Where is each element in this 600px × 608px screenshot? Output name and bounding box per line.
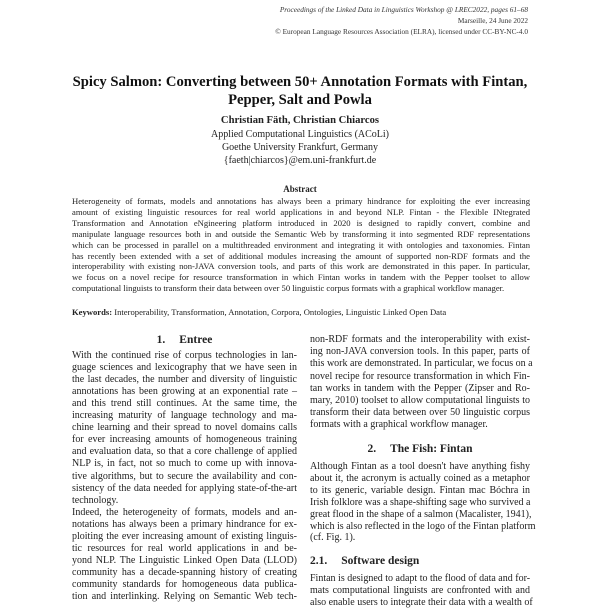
text-line: and this trend still continues. At the same time, the [72, 398, 297, 410]
section-number: 1. [156, 334, 166, 346]
author-names: Christian Fäth, Christian Chiarcos [220, 115, 380, 126]
author-affiliation: Applied Computational Linguistics (ACoLi) [210, 129, 390, 140]
text-line: this work are demonstrated. In particular, we focus on a [310, 358, 533, 370]
text-line: yond NLP. The Linguistic Linked Open Data (LLOD) [72, 554, 297, 566]
text-line: about it, the acronym is actually coined as a metaphor [310, 472, 530, 484]
text-line: formats with a graphical workflow manager. [310, 419, 488, 431]
text-line: great flood in the shape of a salmon (Macalister, 1941), [310, 508, 532, 520]
text-line: sistency of the data needed for applying state-of-the-art [72, 482, 297, 494]
abstract-line: computational linguists to transform their data between over 50 linguistic corpus formats with a graphical workflow manager. [72, 283, 505, 294]
text-line: Irish folklore was a shape-shifting sage who survived a [310, 496, 531, 508]
text-line: community has a decade-spanning history of creating [72, 566, 297, 578]
text-line: mary, 2010) toolset to allow computational linguists to [310, 395, 530, 406]
license-line: © European Language Resources Association (ELRA), licensed under CC-BY-NC-4.0 [275, 27, 528, 36]
abstract-line: Transformation and Annotation eNgineering platform introduced in 2020 is designed to rapidly convert, combine and [72, 217, 530, 228]
text-line: to its generic, variable design. Fintan mac Bóchra in [310, 484, 530, 496]
text-line: ploiting the ever increasing amount of existing linguis- [72, 530, 297, 542]
place-date: Marseille, 24 June 2022 [457, 16, 528, 25]
text-line: chine learning and their spread to novel domains calls [72, 422, 297, 434]
author-university: Goethe University Frankfurt, Germany [221, 142, 379, 153]
section-2-heading [310, 443, 530, 455]
text-line: guage sciences and lexicography that we have seen in [72, 362, 297, 374]
text-line: Although Fintan as a tool doesn't have anything fishy [310, 461, 530, 472]
text-line: technology. [72, 494, 119, 506]
section-number: 2. [367, 443, 377, 455]
text-line: for ever increasing amounts of homogeneous training [72, 434, 297, 446]
keywords-label: Keywords: [72, 307, 113, 317]
text-line: increasing maturity of language technology and ma- [72, 410, 297, 422]
text-line: NLP is, in fact, not so much to come up with innova- [72, 458, 297, 470]
section-2-1-heading [310, 555, 419, 567]
text-line: the last decades, the number and diversity of linguistic [72, 374, 297, 386]
keywords-text: Interoperability, Transformation, Annotation, Corpora, Ontologies, Linguistic Linked Open Data [114, 307, 447, 317]
text-line: tic resources for real world applications in and be- [72, 542, 297, 554]
author-email: {faeth|chiarcos}@em.uni-frankfurt.de [223, 155, 377, 166]
abstract-line: interoperability with existing non-JAVA conversion tools, and parts of this work are demonstrated in this paper. In particular, [72, 261, 530, 272]
text-line: and evaluation data, so that a core challenge of applied [72, 446, 297, 458]
abstract-line: Heterogeneity of formats, models and annotations has always been a primary hindrance for exploiting the ever increasing [72, 196, 530, 206]
proceedings-line: Proceedings of the Linked Data in Linguistics Workshop @ LREC2022, pages 61–68 [279, 5, 528, 14]
text-line: With the continued rise of corpus technologies in lan- [72, 350, 297, 361]
text-line: annotations has been growing at an exponential rate – [72, 386, 297, 398]
text-line: which is also reflected in the logo of the Fintan platform [310, 520, 536, 532]
text-line: (cf. Fig. 1). [310, 532, 356, 544]
abstract-heading: Abstract [283, 184, 317, 194]
section-title: The Fish: Fintan [390, 443, 473, 455]
text-line: tion and interlinking. Relying on Semantic Web tech- [72, 591, 297, 602]
text-line: tan works in tandem with the Pepper (Zipser and Ro- [310, 382, 530, 394]
section-title: Entree [179, 334, 213, 346]
text-line: community standards for homogeneous data publica- [72, 578, 297, 590]
text-line: non-RDF formats and the interoperability with exist- [310, 334, 530, 345]
abstract-line: manipulate language resources both in and outside the Semantic Web by transforming it into segmented RDF representations [72, 228, 530, 239]
abstract-line: amount of existing linguistic resources for real world applications in and beyond NLP. Fintan - the Flexible INtegrated [72, 206, 530, 217]
paper-title-line-1: Spicy Salmon: Converting between 50+ Annotation Formats with Fintan, [72, 74, 528, 90]
section-number: 2.1. [310, 555, 328, 567]
text-line: mats computational linguists are confronted with and [310, 585, 530, 596]
text-line: novel recipe for resource transformation in which Fin- [310, 370, 530, 382]
text-line: transform their data between over 50 linguistic corpus [310, 407, 530, 419]
text-line: also enable users to integrate their data with a wealth of [310, 597, 533, 608]
section-1-heading [72, 334, 297, 346]
abstract-line: has recently been extended with a set of additional modules increasing the amount of supported non-RDF formats and the [72, 250, 530, 261]
text-line: tive algorithms, but to secure the availability and con- [72, 470, 297, 482]
text-line: Indeed, the heterogeneity of formats, models and an- [72, 506, 297, 518]
text-line: Fintan is designed to adapt to the flood of data and for- [310, 573, 531, 584]
abstract-line: we focus on a novel recipe for resource transformation in which Fintan works in tandem with the Pepper toolset to allow [72, 272, 530, 283]
keywords [72, 307, 446, 317]
paper-title-line-2: Pepper, Salt and Powla [228, 92, 372, 108]
section-title: Software design [341, 555, 420, 567]
text-line: notations has always been a primary hindrance for ex- [72, 518, 297, 530]
abstract-line: which can be processed in parallel on a multithreaded environment and integrating it with ontologies and taxonomies. Fintan [72, 239, 530, 250]
text-line: ing non-JAVA conversion tools. In this paper, parts of [310, 346, 530, 358]
